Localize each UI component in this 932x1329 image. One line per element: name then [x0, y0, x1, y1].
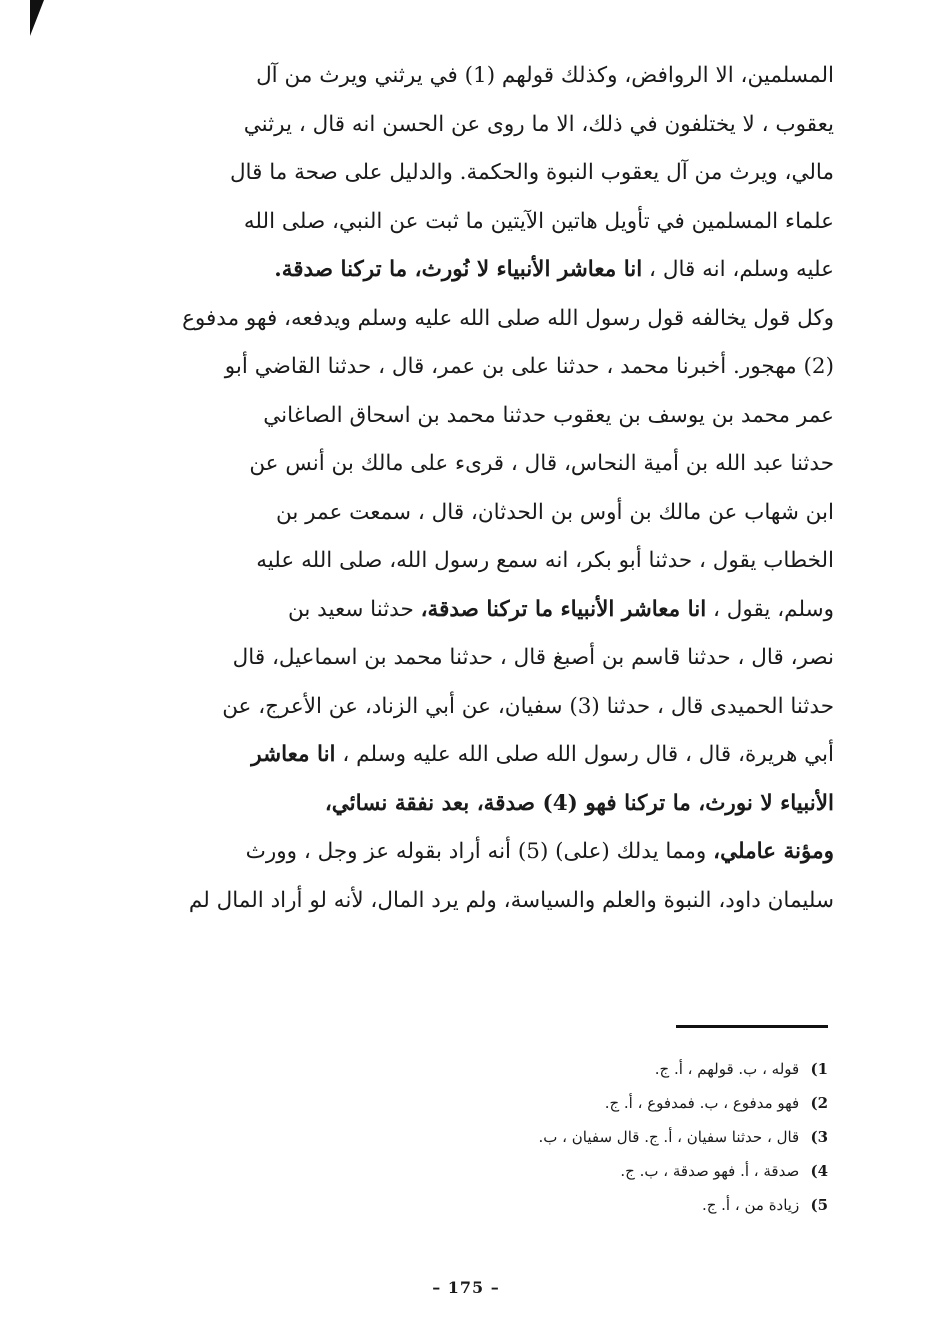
text-line: الخطاب يقول ، حدثنا أبو بكر، انه سمع رسول الله، صلى الله عليه [256, 548, 834, 573]
footnote-text: قوله ، ب. قولهم ، أ. ج. [654, 1060, 800, 1078]
text-line: المسلمين، الا الروافض، وكذلك قولهم (1) في يرثني ويرث من آل [256, 63, 834, 88]
footnote-text: صدقة ، أ. فهو صدقة ، ب. ج. [620, 1162, 800, 1180]
text-line: (2) مهجور. أخبرنا محمد ، حدثنا على بن عمر، قال ، حدثنا القاضي أبو [224, 354, 834, 379]
text-line: حدثنا عبد الله بن أمية النحاس، قال ، قرىء على مالك بن أنس عن [249, 451, 834, 476]
text-line: وسلم، يقول ، انا معاشر الأنبياء ما تركنا صدقة، حدثنا سعيد بن [287, 596, 834, 622]
text-line: أبي هريرة، قال ، قال رسول الله صلى الله عليه وسلم ، انا معاشر [251, 742, 834, 767]
text-line: ابن شهاب عن مالك بن أوس بن الحدثان، قال ، سمعت عمر بن [275, 499, 834, 525]
footnote-text: زيادة من ، أ. ج. [701, 1196, 800, 1214]
footnote-number: 5) [810, 1196, 828, 1214]
footnote-number: 4) [810, 1162, 828, 1180]
footnote-number: 2) [810, 1094, 828, 1112]
footnote-number: 1) [810, 1060, 828, 1078]
text-line: ومؤنة عاملي، ومما يدلك (على) (5) أنه أراد بقوله عز وجل ، وورث [245, 839, 834, 864]
text-line: عمر محمد بن يوسف بن يعقوب حدثنا محمد بن اسحاق الصاغاني [263, 402, 834, 428]
text-line: مالي، ويرث من آل يعقوب النبوة والحكمة. والدليل على صحة ما قال [229, 160, 834, 185]
footnote-item [440, 1086, 828, 1120]
footnotes [440, 1052, 828, 1222]
footnote-text: قال ، حدثنا سفيان ، أ. ج. قال سفيان ، ب. [538, 1128, 800, 1146]
corner-mark [30, 0, 44, 36]
footnote-divider [676, 1025, 828, 1028]
footnote-item [440, 1052, 828, 1086]
text-line: نصر، قال ، حدثنا قاسم بن أصبغ قال ، حدثنا محمد بن اسماعيل، قال [232, 645, 834, 670]
text-line: حدثنا الحميدى قال ، حدثنا (3) سفيان، عن أبي الزناد، عن الأعرج، عن [222, 693, 834, 719]
text-line: وكل قول يخالفه قول رسول الله صلى الله عليه وسلم ويدفعه، فهو مدفوع [182, 305, 834, 331]
footnote-item [440, 1120, 828, 1154]
footnote-item [440, 1188, 828, 1222]
footnote-item [440, 1154, 828, 1188]
text-line: الأنبياء لا نورث، ما تركنا فهو (4) صدقة، بعد نفقة نسائي، [324, 790, 834, 816]
text-line: سليمان داود، النبوة والعلم والسياسة، ولم يرد المال، لأنه لو أراد المال لم [188, 887, 834, 913]
footnote-text: فهو مدفوع ، ب. فمدفوع ، أ. ج. [604, 1094, 800, 1112]
body-text [178, 52, 834, 925]
text-line: يعقوب ، لا يختلفون في ذلك، الا ما روى عن الحسن انه قال ، يرثني [243, 111, 834, 137]
text-line: عليه وسلم، انه قال ، انا معاشر الأنبياء لا نُورث، ما تركنا صدقة. [274, 257, 834, 282]
footnote-number: 3) [810, 1128, 828, 1146]
page-number: – 175 – [432, 1278, 500, 1297]
text-line: علماء المسلمين في تأويل هاتين الآيتين ما ثبت عن النبي، صلى الله [243, 208, 834, 234]
